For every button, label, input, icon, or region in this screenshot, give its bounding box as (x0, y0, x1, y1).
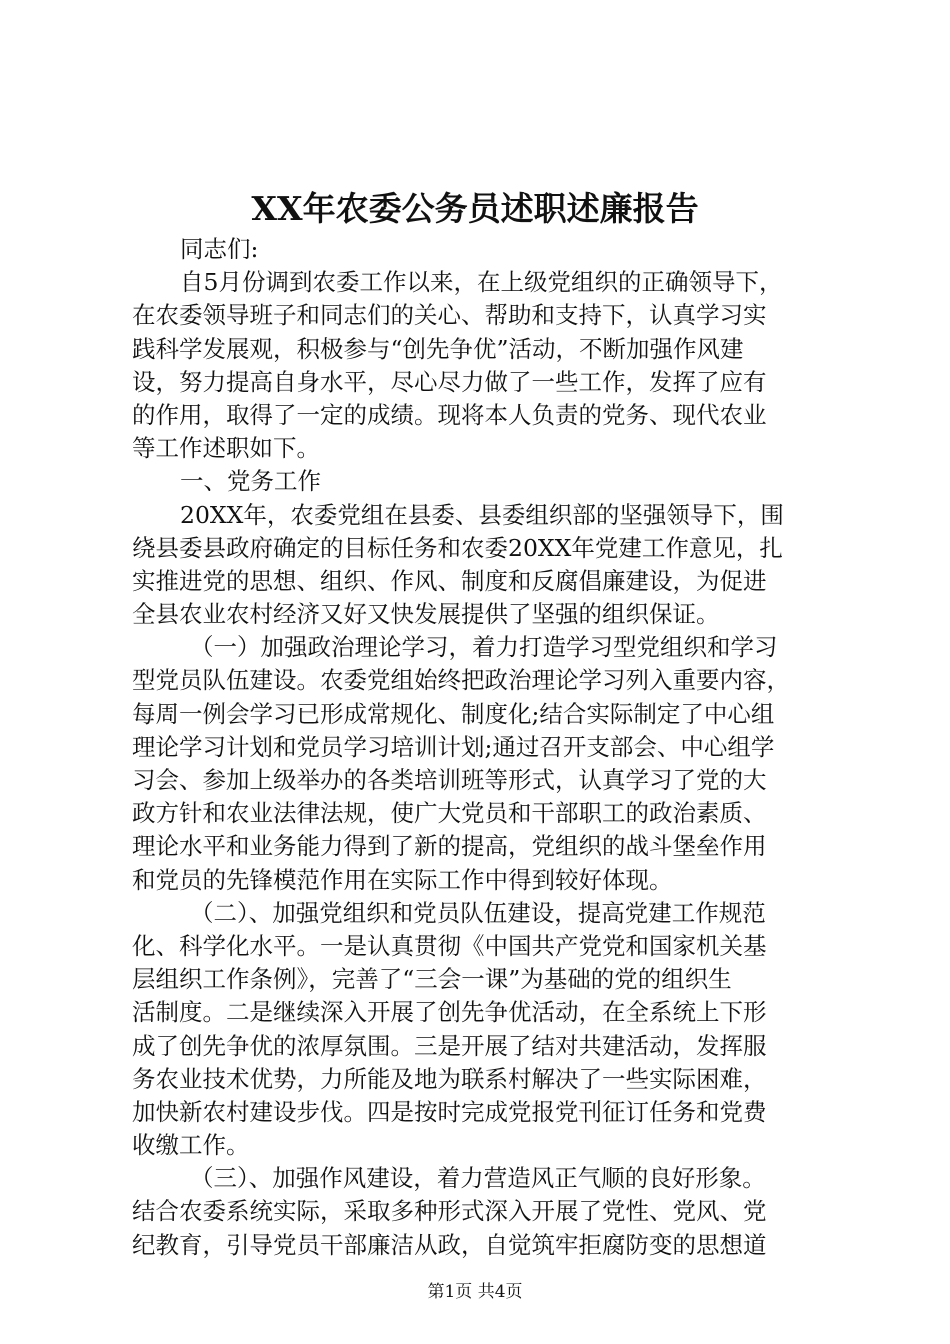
paragraph-line: 理论水平和业务能力得到了新的提高，党组织的战斗堡垒作用 (132, 832, 767, 861)
page-footer: 第1页 共4页 (427, 1282, 523, 1302)
paragraph-line: 践科学发展观，积极参与“创先争优”活动，不断加强作风建 (132, 334, 744, 363)
paragraph-line: 务农业技术优势，力所能及地为联系村解决了一些实际困难， (132, 1064, 767, 1093)
paragraph-item-1 (132, 631, 844, 897)
paragraph-line: 20XX年，农委党组在县委、县委组织部的坚强领导下，围 (180, 500, 784, 529)
paragraph-line: 的作用，取得了一定的成绩。现将本人负责的党务、现代农业 (132, 400, 767, 429)
paragraph-party-overview (132, 499, 844, 632)
paragraph-line: 结合农委系统实际，采取多种形式深入开展了党性、党风、党 (132, 1197, 767, 1226)
paragraph-line: 和党员的先锋模范作用在实际工作中得到较好体现。 (132, 865, 673, 894)
paragraph-line: 设，努力提高自身水平，尽心尽力做了一些工作，发挥了应有 (132, 367, 767, 396)
paragraph-line: （一）加强政治理论学习，着力打造学习型党组织和学习 (190, 633, 778, 662)
paragraph-line: 绕县委县政府确定的目标任务和农委20XX年党建工作意见，扎 (132, 533, 783, 562)
document-title: XX年农委公务员述职述廉报告 (251, 189, 699, 228)
paragraph-line: 收缴工作。 (132, 1131, 250, 1160)
greeting: 同志们: (180, 235, 259, 263)
paragraph-item-2 (132, 897, 844, 1163)
paragraph-line: 加快新农村建设步伐。四是按时完成党报党刊征订任务和党费 (132, 1097, 767, 1126)
paragraph-line: 政方针和农业法律法规，使广大党员和干部职工的政治素质、 (132, 799, 767, 828)
paragraph-line: 等工作述职如下。 (132, 434, 320, 463)
paragraph-line: （二）、加强党组织和党员队伍建设，提高党建工作规范 (190, 898, 766, 927)
paragraph-line: 活制度。二是继续深入开展了创先争优活动，在全系统上下形 (132, 998, 767, 1027)
paragraph-line: 习会、参加上级举办的各类培训班等形式，认真学习了党的大 (132, 766, 767, 794)
paragraph-line: 全县农业农村经济又好又快发展提供了坚强的组织保证。 (132, 600, 720, 629)
document-body (132, 233, 844, 1262)
paragraph-line: （三）、加强作风建设，着力营造风正气顺的良好形象。 (190, 1164, 766, 1193)
section-heading (132, 465, 844, 498)
paragraph-item-3 (132, 1162, 844, 1262)
paragraph-line: 纪教育，引导党员干部廉洁从政，自觉筑牢拒腐防变的思想道 (132, 1230, 767, 1259)
paragraph-line: 层组织工作条例》，完善了“三会一课”为基础的党的组织生 (132, 965, 732, 994)
paragraph-line: 化、科学化水平。一是认真贯彻《中国共产党党和国家机关基 (132, 931, 767, 960)
paragraph-line: 自5月份调到农委工作以来，在上级党组织的正确领导下， (180, 268, 783, 297)
paragraph-line: 实推进党的思想、组织、作风、制度和反腐倡廉建设，为促进 (132, 566, 767, 595)
paragraph-intro (132, 266, 844, 465)
paragraph-line: 每周一例会学习已形成常规化、制度化;结合实际制定了中心组 (132, 699, 775, 728)
paragraph-line: 成了创先争优的浓厚氛围。三是开展了结对共建活动，发挥服 (132, 1031, 767, 1060)
paragraph-line: 理论学习计划和党员学习培训计划;通过召开支部会、中心组学 (132, 732, 775, 761)
heading-line: 一、党务工作 (180, 467, 321, 496)
paragraph-line: 在农委领导班子和同志们的关心、帮助和支持下，认真学习实 (132, 301, 767, 330)
paragraph-line: 型党员队伍建设。农委党组始终把政治理论学习列入重要内容， (132, 666, 790, 695)
